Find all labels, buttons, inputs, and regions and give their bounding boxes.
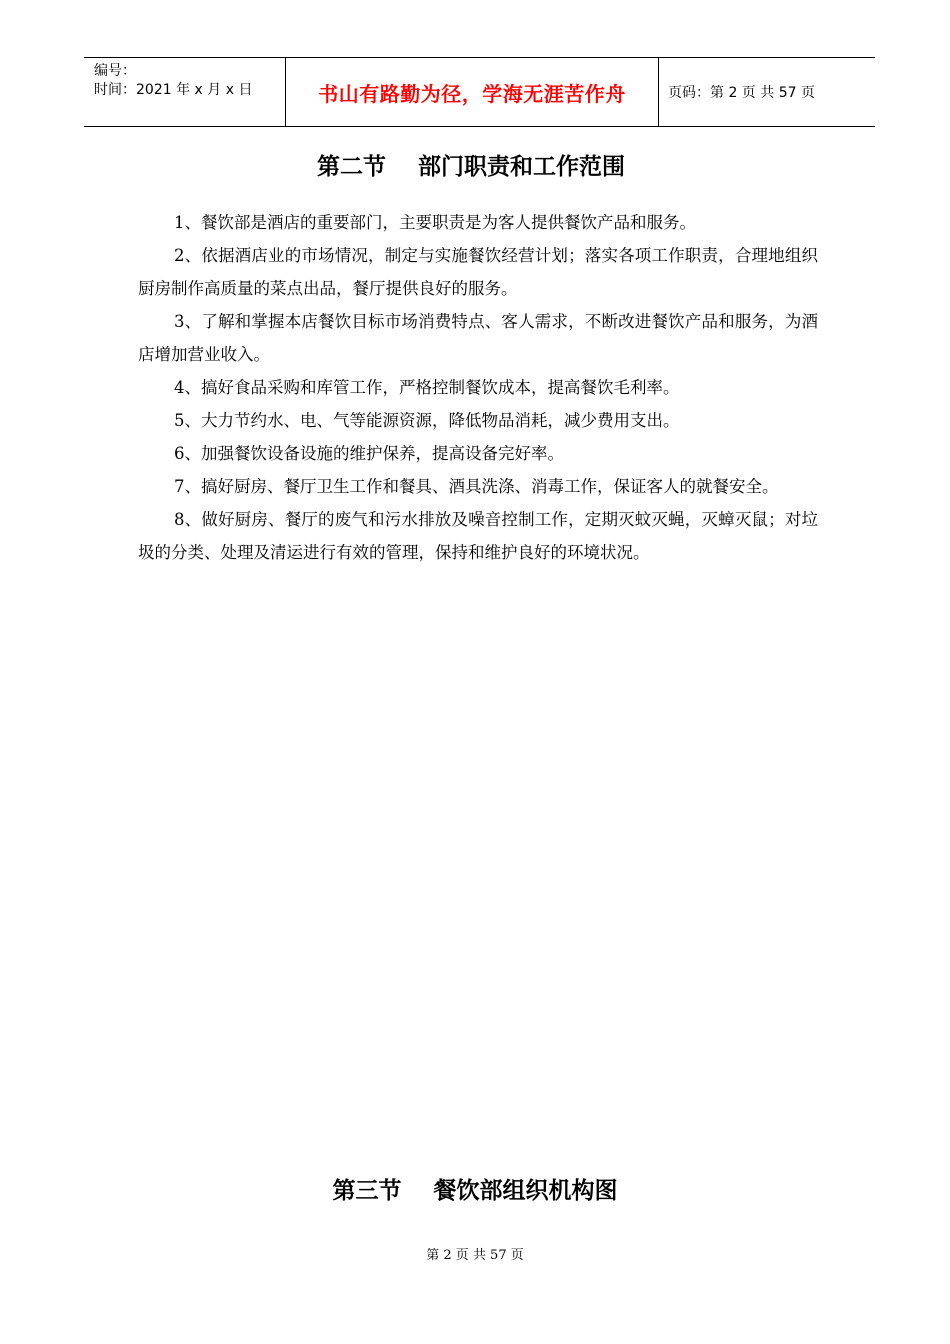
page-footer: 第 2 页 共 57 页: [426, 1248, 524, 1263]
header-motto-cell: [286, 58, 659, 126]
page-header: [84, 57, 875, 127]
section-body: [138, 206, 818, 569]
paragraph-7: 7、搞好厨房、餐厅卫生工作和餐具、酒具洗涤、消毒工作，保证客人的就餐安全。: [174, 477, 779, 496]
paragraph-5: 5、大力节约水、电、气等能源资源，降低物品消耗，减少费用支出。: [174, 411, 680, 430]
section-title-org-chart: 第三节 餐饮部组织机构图: [332, 1178, 618, 1204]
header-motto: 书山有路勤为径，学海无涯苦作舟: [318, 81, 626, 106]
header-meta-cell: [84, 58, 286, 126]
paragraph-8: 8、做好厨房、餐厅的废气和污水排放及噪音控制工作，定期灭蚊灭蝇，灭蟑灭鼠；对垃圾的分类、处理及清运进行有效的管理，保持和维护良好的环境状况。: [138, 510, 818, 562]
header-page-cell: [659, 58, 875, 126]
section-title-department-duties: 第二节 部门职责和工作范围: [316, 154, 626, 180]
paragraph-4: 4、搞好食品采购和库管工作，严格控制餐饮成本，提高餐饮毛利率。: [174, 378, 680, 397]
document-time-label: 时间：2021 年 x 月 x 日: [94, 82, 253, 98]
paragraph-3: 3、了解和掌握本店餐饮目标市场消费特点、客人需求，不断改进餐饮产品和服务，为酒店增加营业收入。: [138, 312, 818, 364]
header-page-number: 页码：第 2 页 共 57 页: [668, 85, 815, 101]
paragraph-2: 2、依据酒店业的市场情况，制定与实施餐饮经营计划；落实各项工作职责，合理地组织厨房制作高质量的菜点出品，餐厅提供良好的服务。: [138, 246, 818, 298]
paragraph-6: 6、加强餐饮设备设施的维护保养，提高设备完好率。: [174, 444, 564, 463]
document-number-label: 编号：: [94, 63, 136, 79]
paragraph-1: 1、餐饮部是酒店的重要部门，主要职责是为客人提供餐饮产品和服务。: [174, 213, 696, 232]
